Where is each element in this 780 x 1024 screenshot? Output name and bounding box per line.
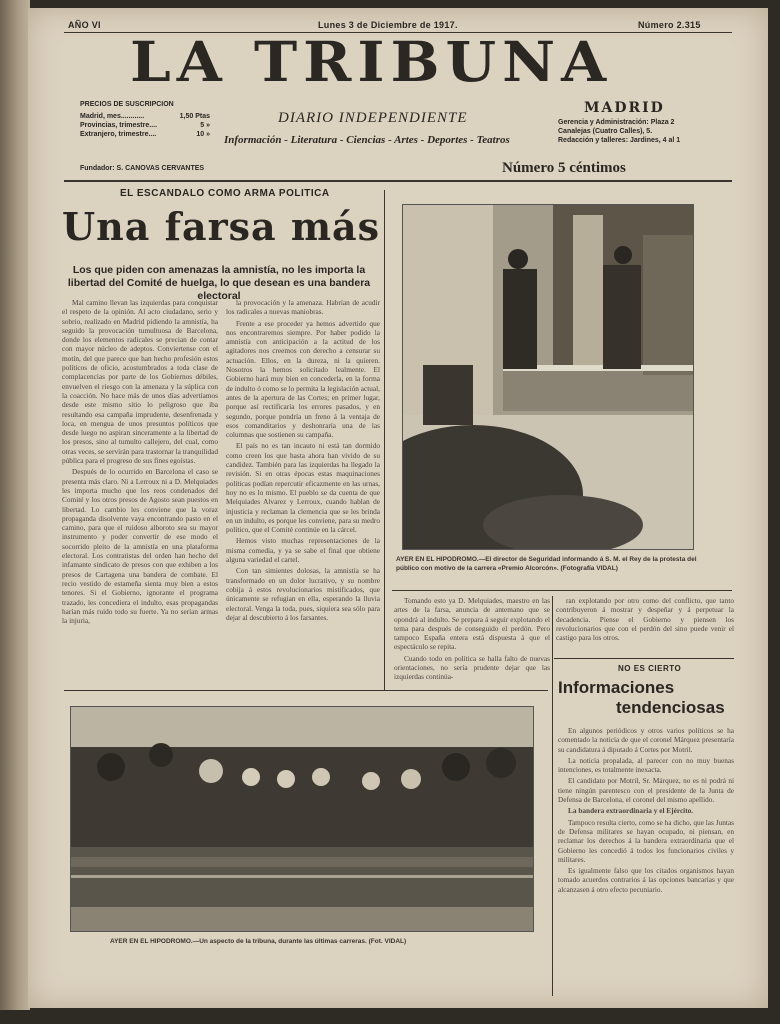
masthead-rule: [64, 180, 732, 182]
subscription-title: PRECIOS DE SUSCRIPCION: [80, 101, 174, 108]
photo-hippodrome-king-image: [403, 205, 693, 549]
price-label: Número 5 céntimos: [502, 160, 626, 176]
founder-label: Fundador: S. CANOVAS CERVANTES: [80, 165, 205, 172]
subscription-row: Extranjero, trimestre.... 10 »: [80, 131, 210, 138]
column-divider: [552, 596, 553, 996]
article-deck: Los que piden con amenazas la amnistía, no les importa la libertad del Comité de huelga, lo que desean es una bandera electoral: [67, 264, 371, 302]
masthead-subtitle: DIARIO INDEPENDIENTE: [278, 110, 468, 126]
article-column-4: ran explotando por otro como del conflicto, que tanto contribuyeron á mostrar y despeñar y á perpetuar la decadencia. Piense el Gobierno y piensen los revolucionarios que con el perdón del sino puede venir el castigo para los otros.: [556, 596, 734, 643]
newspaper-page: [28, 8, 768, 1008]
article-bottom-rule: [64, 690, 548, 691]
issue-number: Número 2.315: [638, 20, 701, 30]
photo-hippodrome-stand: [70, 706, 534, 932]
photo-hippodrome-stand-caption: AYER EN EL HIPODROMO.—Un aspecto de la tribuna, durante las últimas carreras. (Fot. VIDAL): [110, 938, 407, 945]
subscription-box: [80, 100, 210, 139]
article-column-3: Tomando esto ya D. Melquiades, maestro en las artes de la farsa, anuncia de antemano que se opondrá al indulto. Se prepara á seguir explotando el tema para después de conseguido el perdón. Pero tampoco España entera está dispuesta á que el espectáculo se repita. Cuando todo en política se halla falto de nuevas orientaciones, no sería prudente dejar que las izquierdas continúa-: [394, 596, 550, 682]
photo-hippodrome-king: [402, 204, 694, 550]
masthead-title: LA TRIBUNA: [130, 29, 613, 95]
binding-spine: [0, 0, 30, 1010]
subscription-row: Provincias, trimestre.... 5 »: [80, 122, 210, 129]
sidebar-title-line2: tendenciosas: [616, 698, 725, 717]
article-column-1: Mal camino llevan las izquierdas para conquistar el respeto de la opinión. Al acto ciudadano, serio y sobrio, realizado en Madrid pidiendo la amnistía, ha seguido la provocación tumultuosa de Barcelona, donde los elementos radicales se precian de contar con mayor núcleo de adeptos. Conviertense con el motín, del que parece que han hecho profesión estos políticos de oficio, acostumbrados a toda clase de complacencias por parte de los Gobiernos débiles, envuelven el riesgo con la amenaza y la súplica con la coacción. No hace más de unos días advertíamos desde este mismo sitio lo peligroso que iba resultando esa campaña imprudente, desenfrenada y loca, en mengua de unos presuntos políticos que desde luego no aspiran sinceramente a la libertad de los presos, sino al tumulto callejero, del cual, como otras veces, se servirán para trastornar la tranquilidad pública para el progreso de sus fines egoístas. Después de lo ocurrido en Barcelona el caso se presenta más claro. Ni a Lerroux ni a D. Melquiades les importa mucho que los reos condenados del Comité y los otros presos de Agosto sean puestos en libertad. Lo cambio les conviene que la voraz propaganda disolvente vaya encontrando pasto en el camino, para que el ruidoso alboroto sea su mayor instrumento y poder convertir de ese modo el socorrido pleito de la amnistía en una plataforma electoral. Los contratistas del orden han hecho del infamante sindicato de presos con que exhiben a los presos de Cartagena una bandera de combate. El recio vestido de estameña sienta muy bien a estos tenores. Si el Gobierno, ignorante el programa trazado, les concediera el indulto, esas propagandas harían más ruido todo su fuerte. Ya no serían armas la injuria,: [62, 298, 218, 626]
year-label: AÑO VI: [68, 20, 101, 30]
article-headline: Una farsa más: [62, 204, 381, 249]
article-column-2: la provocación y la amenaza. Habrían de acudir los radicales a nuevas maniobras. Frente a ese proceder ya hemos advertido que nos encontraremos siempre. Por haber podido la amnistía con anticipación a la actitud de los agitadores nos creemos con derecho a censurar su actuación. Ellos, en la dureza, ni la quieren. Nosotros la hemos solicitado lealmente. El Gobierno hará muy bien en concederla, en la forma de indulto ó como se lo permita la legislación actual, antes de la apertura de las Cortes; en primer lugar, porque así rectificaría los errores pasados, y en segundo, porque pondría un freno á la ventaja de esos comanditarios y deshonraría una de las columnas que sostienen su campaña. El país no es tan incauto ni está tan dormido como creen los que hasta ahora han vivido de su candidez. También para las izquierdas ha llegado la revisión. Si en otras épocas estas maquinaciones políticas podían repercutir eficazmente en las urnas, hoy no es lo mismo. El pueblo se da cuenta de que Melquiades Alvarez y Lerroux, cuando hablan de injusticia y reclaman la clemencia que se les brinda en un indulto, es porque les conviene, para su medro político, que el Comité continúe en la cárcel. Hemos visto muchas representaciones de la misma comedia, y ya se sabe el final que obtiene alguna variedad el cartel. Con tan simientes dolosas, la amnistía se ha transformado en un dolor lucrativo, y su nombre cobija á estos revolucionarios mistificados, que únicamente se refugian en ella, esperando la lluvia electoral. Venga la toda, pues, siquiera sea sólo para dejar al descubierto á los farsantes.: [226, 298, 380, 622]
photo-hippodrome-stand-image: [71, 707, 533, 931]
sidebar-kicker: NO ES CIERTO: [618, 664, 682, 673]
masthead-sections: Información - Literatura - Ciencias - Artes - Deportes - Teatros: [224, 134, 510, 146]
photo-caption-rule: [392, 590, 732, 591]
column-divider: [384, 190, 385, 690]
date-label: Lunes 3 de Diciembre de 1917.: [318, 20, 458, 30]
subscription-row: Madrid, mes............ 1,50 Ptas: [80, 113, 210, 120]
photo-hippodrome-king-caption: AYER EN EL HIPODROMO.—El director de Seguridad informando á S. M. el Rey de la protesta del público con motivo de la carrera «Premio Alcorcón». (Fotografía VIDAL): [396, 556, 697, 572]
city-label: MADRID: [584, 100, 665, 116]
sidebar-title-line1: Informaciones: [558, 678, 675, 697]
admin-box: Gerencia y Administración: Plaza 2 Canalejas (Cuatro Calles), 5. Redacción y talleres: Jardines, 4 al 1: [558, 119, 681, 144]
article-kicker: EL ESCANDALO COMO ARMA POLITICA: [120, 188, 330, 199]
sidebar-top-rule: [554, 658, 734, 659]
sidebar-body: En algunos periódicos y otros varios políticos se ha comentado la noticia de que el coronel Márquez presentaría su candidatura á diputado á Cortes por Motril. La noticia propalada, al parecer con no muy buenas intenciones, es totalmente inexacta. El candidato por Motril, Sr. Márquez, no es ni podrá ni tiene ningún parentesco con el presidente de la Junta de Defensa de Barcelona, el coronel del mismo apellido. La bandera extraordinaria y el Ejército. Tampoco resulta cierto, como se ha dicho, que las Juntas de Defensa militares se hayan ocupado, ni piensan, en reclamar los derechos á la bandera extraordinaria que el Gobierno les concedió á todos los funcionarios civiles y militares. Es igualmente falso que los citados organismos hayan tomado acuerdos contrarios á las opciones bancarias y que alcanzasen á otro efecto pecuniario.: [558, 726, 734, 894]
